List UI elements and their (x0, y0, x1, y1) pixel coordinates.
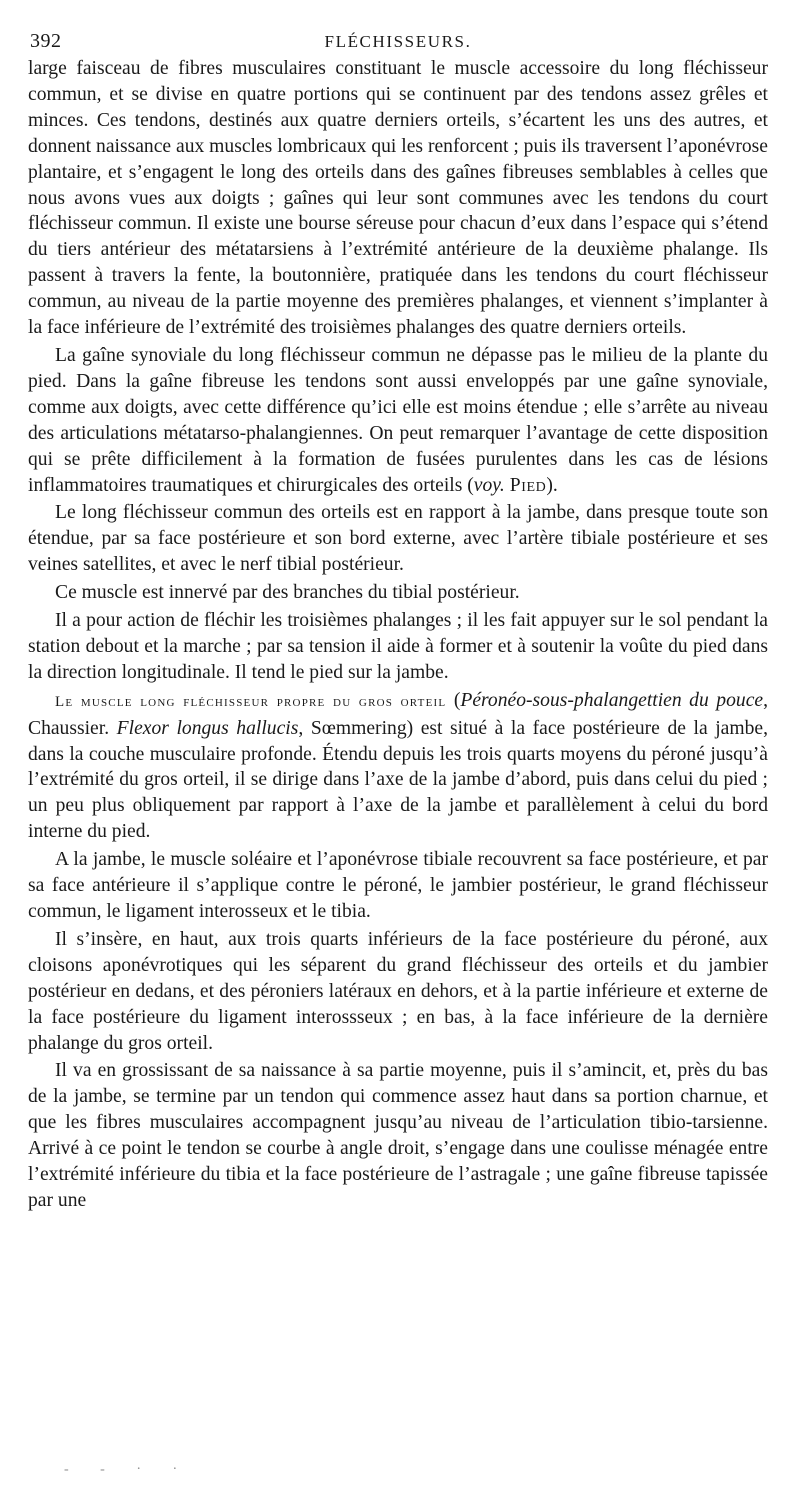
section-heading: Le muscle long fléchisseur propre du gros orteil (55, 693, 447, 710)
page-number: 392 (30, 30, 62, 52)
paragraph-text: La gaîne synoviale du long fléchisseur commun ne dépasse pas le milieu de la plante du pied. Dans la gaîne fibreuse les tendons sont aussi enveloppés par une gaîne synoviale, comme aux doigts, avec cette différence qu’ici elle est moins étendue ; elle s’arrête au niveau des articulations métatarso-phalangiennes. On peut remarquer l’avantage de cette disposition qui se prête difficilement à la formation de fusées purulentes dans les cas de lésions inflammatoires traumatiques et chirurgicales des orteils ( (28, 344, 768, 496)
paragraph-text: , Chaussier. (28, 689, 768, 739)
paragraph-flexor-hallucis (28, 688, 768, 845)
paragraph-continuation: large faisceau de fibres musculaires constituant le muscle accessoire du long fléchisseur commun, et se divise en quatre portions qui se continuent par des tendons assez grêles et minces. Ces tendons, destinés aux quatre derniers orteils, s’écartent les uns des autres, et donnent naissance aux muscles lombricaux qui les renforcent ; puis ils traversent l’aponévrose plantaire, et s’engagent le long des orteils dans des gaînes fibreuses semblables à celles que nous avons vues aux doigts ; gaînes qui leur sont communes avec les tendons du court fléchisseur commun. Il existe une bourse séreuse pour chacun d’eux dans l’espace qui s’étend du tiers antérieur des métatarsiens à l’extrémité antérieure de la deuxième phalange. Ils passent à travers la fente, la boutonnière, pratiquée dans les tendons du court fléchisseur commun, au niveau de la partie moyenne des premières phalanges, et viennent s’implanter à la face inférieure de l’extrémité des troisièmes phalanges des quatre derniers orteils. (28, 58, 768, 339)
running-head: FLÉCHISSEURS. (324, 32, 472, 51)
cross-reference-voy: voy. (473, 474, 505, 496)
paragraph-innervation: Ce muscle est innervé par des branches du tibial postérieur. (55, 582, 520, 604)
paragraph-insertion: Il s’insère, en haut, aux trois quarts inférieurs de la face postérieure du péroné, aux cloisons aponévrotiques qui les séparent du grand fléchisseur des orteils et du jambier postérieur en dedans, et des péroniers latéraux en dehors, et à la partie inférieure et externe de la face postérieure du ligament interossseux ; en bas, à la face inférieure de la dernière phalange du gros orteil. (28, 928, 768, 1054)
paragraph-synovial-sheath (28, 343, 768, 498)
paragraph-text: , Sœmmering) est situé à la face postérieure de la jambe, dans la couche musculaire profonde. Étendu depuis les trois quarts moyens du péroné jusqu’à l’extrémité du gros orteil, il se dirige dans l’axe de la jambe d’abord, puis dans celui du pied ; un peu plus obliquement par rapport à l’axe de la jambe et parallèlement à celui du bord interne du pied. (28, 717, 768, 843)
page-header (28, 26, 768, 56)
cross-reference-pied: Pied (509, 474, 547, 496)
paragraph-text-end: ). (546, 474, 558, 496)
paragraph-relations: Le long fléchisseur commun des orteils est en rapport à la jambe, dans presque toute son étendue, par sa face postérieure et son bord externe, avec l’artère tibiale postérieure et ses veines satellites, et avec le nerf tibial postérieur. (28, 502, 768, 576)
synonym-chaussier: Péronéo-sous-phalangettien du pouce (460, 689, 764, 711)
document-page (28, 26, 768, 1214)
synonym-soemmering: Flexor longus hallucis (116, 717, 299, 739)
paragraph-leg-relations: A la jambe, le muscle soléaire et l’aponévrose tibiale recouvrent sa face postérieure, et par sa face antérieure il s’applique contre le péroné, le jambier postérieur, le grand fléchisseur commun, le ligament interosseux et le tibia. (28, 849, 768, 922)
body-text (28, 56, 768, 1214)
paragraph-action: Il a pour action de fléchir les troisièmes phalanges ; il les fait appuyer sur le sol pendant la station debout et la marche ; par sa tension il aide à former et à soutenir la voûte du pied dans la direction longitudinale. Il tend le pied sur la jambe. (28, 610, 768, 683)
paragraph-course: Il va en grossissant de sa naissance à sa partie moyenne, puis il s’amincit, et, près du bas de la jambe, se termine par un tendon qui commence assez haut dans sa portion charnue, et que les fibres musculaires accompagnent jusqu’au niveau de l’articulation tibio-tarsienne. Arrivé à ce point le tendon se courbe à angle droit, s’engage dans une coulisse ménagée entre l’extrémité inférieure du tibia et la face postérieure de l’astragale ; une gaîne fibreuse tapissée par une (28, 1060, 768, 1211)
page-edge-marks: - - · · (64, 1462, 192, 1477)
paragraph-text: ( (446, 689, 461, 711)
